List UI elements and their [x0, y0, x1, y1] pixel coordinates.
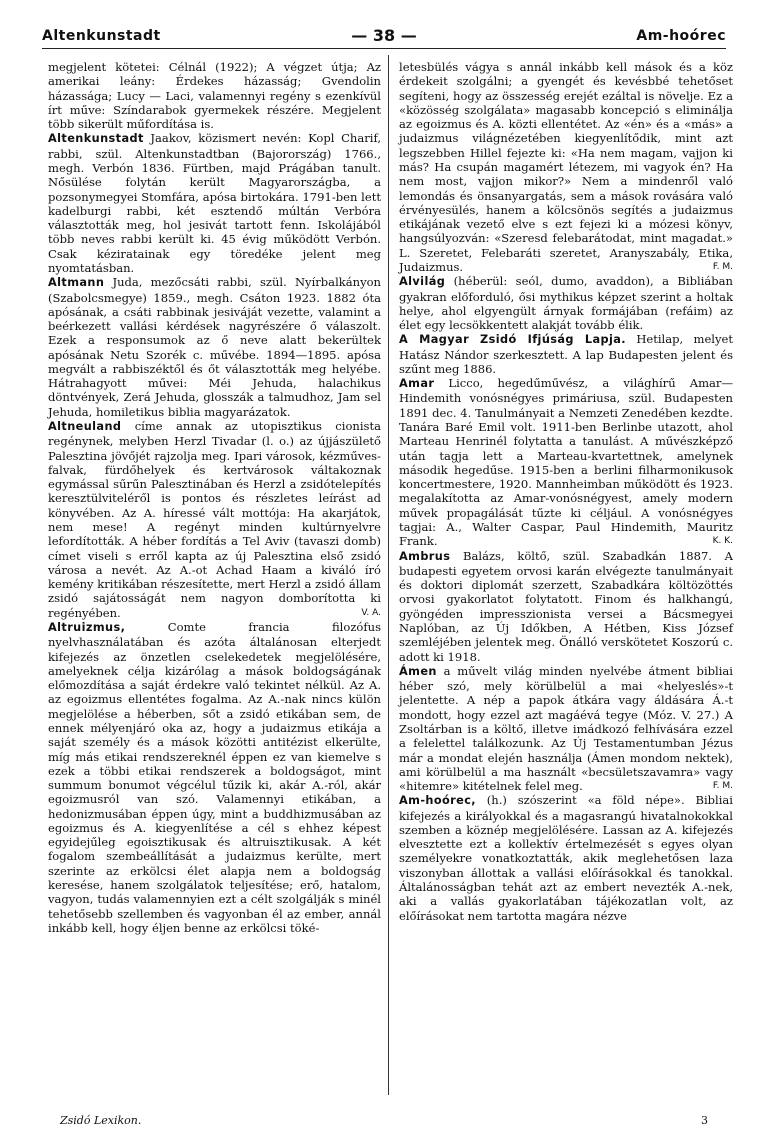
entry-text: Hetilap, melyet Hatász Nándor szerkesztett. A lap Budapesten jelent és szűnt meg 1886.	[399, 332, 733, 376]
entry-headword: Altmann	[48, 276, 105, 290]
column-divider	[388, 55, 389, 1095]
entry	[399, 664, 733, 794]
entry-headword: Am-hoórec,	[399, 794, 476, 808]
entry	[48, 419, 381, 620]
entry	[48, 275, 381, 419]
entry-headword: Amar	[399, 377, 435, 391]
entry-text: Juda, mezőcsáti rabbi, szül. Nyírbalkányon (Szabolcsmegye) 1859., megh. Csáton 1923. 1882 óta apósának, a csáti rabbinak jesiváját vezette, valamint a beérkezett vallási kérdések nagyrészére ő válaszolt. Ezek a responsumok az ő neve alatt bekerültek apósának Netu Szorék c. művébe. 1894—1895. apósa megvált a rabbiszéktől és őt választották meg helyébe. Hátrahagyott művei: Méi Jehuda, halachikus döntvények, Zerá Jehuda, glosszák a talmudhoz, Jam sel Jehuda, homiletikus biblia magyarázatok.	[48, 275, 381, 419]
entry	[399, 274, 733, 332]
entry-headword: Altenkunstadt	[48, 132, 144, 146]
entry	[399, 60, 733, 274]
entry	[48, 131, 381, 275]
entry-text: Jaakov, közismert nevén: Kopl Charif, rabbi, szül. Altenkunstadtban (Bajorország) 1766., megh. Verbón 1836. Fürtben, majd Prágában tanult. Nősülése folytán került Magyarországba, a pozsonymegyei Stomfára, apósa birtokára. 1791-ben lett kadelburgi rabbi, két esztendő múltán Verbóra választották meg, hol jesivát tartott fenn. Iskolájából több neves rabbi került ki. 45 évig működött Verbón. Csak kéziratainak egy töredéke jelent meg nyomtatásban.	[48, 131, 381, 275]
page-number: — 38 —	[351, 26, 417, 45]
entry-headword: Ámen	[399, 664, 437, 678]
left-column	[48, 60, 381, 935]
entry	[399, 332, 733, 376]
entry	[48, 60, 381, 131]
entry-text: a művelt világ minden nyelvébe átment bibliai héber szó, mely körülbelül a mai «helyeslés»-t jelentette. A nép a papok átkára vagy áldására Á.-t mondott, hogy ezzel azt magáévá tegye (Móz. V. 27.) A Zsoltárban is a költő, illetve imádkozó felhívására ezzel a felelettel találkozunk. Az Új Testamentumban Jézus már a mondat elején használja (Ámen mondom nektek), ami körülbelül a ma használt «becsületszavamra» vagy «hitemre» kitételnek felel meg.	[399, 663, 733, 794]
entry-headword: Altruizmus,	[48, 620, 126, 634]
entry-text: (héberül: seól, dumo, avaddon), a Bibliában gyakran előforduló, ősi mythikus képzet szerint a holtak helye, ahol elgyengült árnyak formájában (refáim) az élet egy lecsökkentett alakját tovább élik.	[399, 274, 733, 333]
entry-headword: Ambrus	[399, 549, 451, 563]
entry-signature: V. A.	[361, 607, 381, 618]
entry-text: megjelent kötetei: Célnál (1922); A végzet útja; Az amerikai leány: Érdekes házasság; Gvendolin házassága; Lucy — Laci, valamennyi regény s ezenkívül írt műve: Színdarabok gyermekek részére. Megjelent több sikerült műfordítása is.	[48, 60, 381, 132]
entry-text: Comte francia filozófus nyelvhasználatában és azóta általánosan elterjedt kifejezés az önzetlen cselekedetek megjelölésére, amelyeknek célja kizárólag a mások boldogságának előmozdítása a saját érdekre való tekintet nélkül. Az A. az egoizmus ellentétes fogalma. Az A.-nak nincs külön megjelölése a héberben, sőt a zsidó etikában sem, de ennek mélyenjáró oka az, hogy a judaizmus etikája a saját személy és a mások közötti antitézist elkerülte, míg más etikai rendszereknél éppen ez van kiemelve s ezek a többi etikai rendszerek a boldogságot, mint summum bonumot végcélul tűzik ki, akár A.-ról, akár egoizmusról van szó. Valamennyi etikában, a hedonizmusában éppen úgy, mint a buddhizmusában az egoizmus és A. kiegyenlítése a cél s ehhez képest egyidejűleg egoisztikusak és altruisztikusak. A két fogalom szembeállítását a judaizmus kerülte, mert szerinte az erkölcsi élet alapja nem a boldogság keresése, hanem szolgálatok teljesítése; erő, hatalom, vagyon, tudás valamennyien ezt a célt szolgálják s minél tehetősebb szellemben és vagyonban él az ember, annál inkább kell, hogy éljen benne az erkölcsi töké-	[48, 619, 381, 935]
entry-signature: F. M.	[712, 781, 733, 792]
entry	[399, 376, 733, 548]
entry-signature: K. K.	[712, 536, 733, 547]
entry	[399, 549, 733, 664]
entry-headword: A Magyar Zsidó Ifjúság Lapja.	[399, 333, 626, 347]
entry-text: (h.) szószerint «a föld népe». Bibliai kifejezés a királyokkal és a magasrangú hivatalnokokkal szemben a köznép megjelölésére. Lassan az A. kifejezés elvesztette ezt a kollektív értelmezését s egyes olyan személyekre vonatkoztatták, akik meglehetősen laza viszonyban állottak a vallási előírásokkal és tanokkal. Általánosságban tehát azt az embert nevezték A.-nek, aki a vallás gyakorlatában tájékozatlan volt, az előírásokat nem tartotta magára nézve	[399, 793, 733, 923]
header-rule	[42, 48, 726, 49]
header-right-word: Am-hoórec	[636, 28, 726, 44]
entry-text: letesbülés vágya s annál inkább kell mások és a köz érdekeit szolgálni; a gyengét és kevésbbé tehetőset segíteni, hogy az összesség erejét ezáltal is növelje. Ez a «közösség szolgálata» magasabb koncepció s eliminálja az egoizmus és A. közti ellentétet. Az «én» és a «más» a judaizmus világnézetében kiegyenlítődik, mint azt legszebben Hillel fejezte ki: «Ha nem magam, vajjon ki más? Ha csupán magamért létezem, mi vagyok én? Ha nem most, vajjon mikor?» Nem a mindenről való lemondás és önsanyargatás, sem a mások rovására való érvényesülés, hanem a kölcsönös segítés a judaizmus etikájának vezető elve s ezt fejezi ki a mózesi könyv, hangsúlyozván: «Szeresd felebarátodat, mint magadat.» L. Szeretet, Felebaráti szeretet, Aranyszabály, Etika, Judaizmus.	[399, 60, 733, 274]
entry-text: címe annak az utopisztikus cionista regénynek, melyben Herzl Tivadar (l. o.) az újjászülető Palesztina jövőjét rajzolja meg. Ipari városok, kézműves-falvak, fürdőhelyek és kertvárosok váltakoznak egymással sűrűn Palesztinában és Herzl a zsidótelepítés keresztülviteléről is pontos és részletes leírást ad könyvében. Az A. híressé vált mottója: Ha akarjátok, nem mese! A regényt minden kultúrnyelvre lefordították. A héber fordítás a Tel Aviv (tavaszi domb) címet viseli s erről kapta az új Palesztina első zsidó városa a nevét. Az A.-ot Achad Haam a kiváló író kemény kritikában részesítette, mert Herzl a zsidó állam zsidó sajátosságát nem nagyon domborította ki regényében.	[48, 419, 381, 620]
footer-sheet-number: 3	[701, 1114, 708, 1127]
header-left-word: Altenkunstadt	[42, 28, 161, 44]
footer-title: Zsidó Lexikon.	[60, 1114, 142, 1127]
right-column	[399, 60, 733, 923]
running-header	[42, 26, 726, 48]
entry-text: Balázs, költő, szül. Szabadkán 1887. A budapesti egyetem orvosi karán elvégezte tanulmányait és doktori diplomát szerzett, Szabadkára költözöttés orvosi gyakorlatot folytatott. Finom és halkhangú, gyöngéden impresszionista versei a Bácsmegyei Naplóban, az Új Időkben, A Hétben, Kiss József szemléjében jelentek meg. Önálló verskötetet Koszorú c. adott ki 1918.	[399, 548, 733, 664]
entry-headword: Altneuland	[48, 420, 122, 434]
entry-headword: Alvilág	[399, 275, 446, 289]
entry-text: Licco, hegedűművész, a világhírű Amar—Hindemith vonósnégyes primáriusa, szül. Budapesten 1891 dec. 4. Tanulmányait a Nemzeti Zenedében kezdte. Tanára Baré Emil volt. 1911-ben Berlinbe utazott, ahol Marteau Henrinél folytatta a tanulást. A művészképző után tagja lett a Marteau-kvartettnek, amelynek második hegedűse. 1915-ben a berlini filharmonikusok koncertmestere, 1920. Mannheimban működött és 1923. megalakította az Amar-vonósnégyest, amely modern művek propagálását tűzte ki céljául. A vonósnégyes tagjai: A., Walter Caspar, Paul Hindemith, Mauritz Frank.	[399, 376, 733, 549]
entry-signature: F. M.	[712, 261, 733, 272]
entry	[399, 793, 733, 923]
entry	[48, 620, 381, 935]
